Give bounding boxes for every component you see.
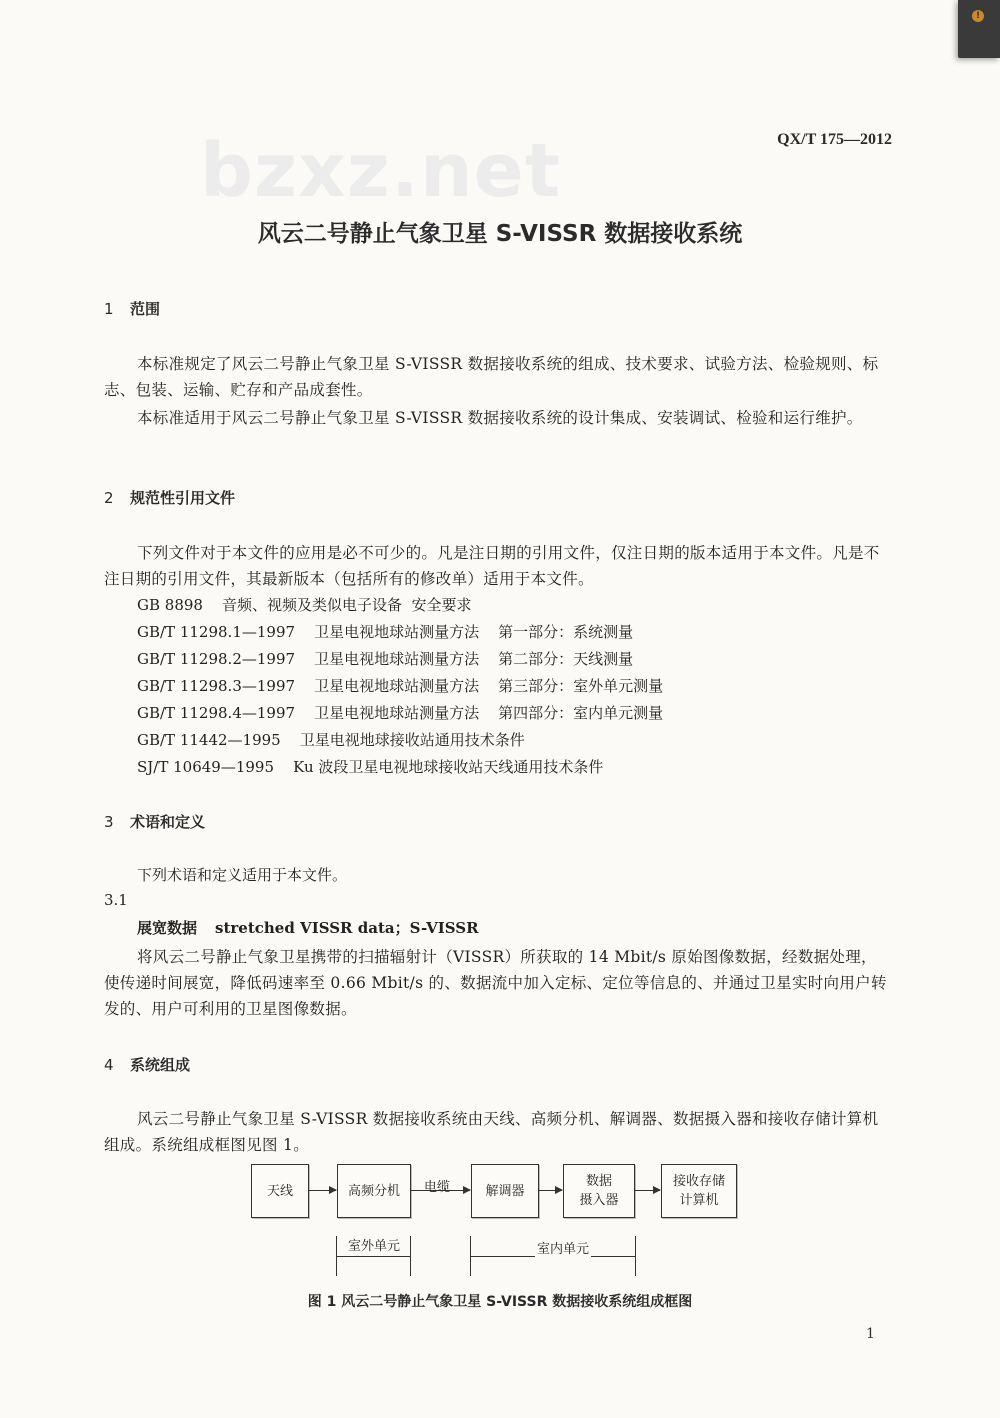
indoor-unit-label: 室内单元 (535, 1238, 591, 1257)
scope-paragraph-2: 本标准适用于风云二号静止气象卫星 S-VISSR 数据接收系统的设计集成、安装调试、检验和运行维护。 (137, 409, 863, 427)
figure-caption: 图 1 风云二号静止气象卫星 S-VISSR 数据接收系统组成框图 (307, 1294, 693, 1310)
terms-intro: 下列术语和定义适用于本文件。 (137, 866, 348, 884)
dimension-tick (410, 1236, 411, 1276)
arrow (308, 1190, 336, 1191)
term-number: 3.1 (104, 891, 128, 909)
document-title: 风云二号静止气象卫星 S-VISSR 数据接收系统 (257, 221, 743, 247)
section-heading-terms (104, 811, 205, 832)
hf-unit-box: 高频分机 (337, 1164, 411, 1218)
page-number: 1 (866, 1326, 875, 1342)
watermark: bzxz.net (200, 128, 562, 214)
section-number: 1 (104, 300, 114, 318)
overlay-widget[interactable] (958, 0, 1000, 58)
antenna-box: 天线 (251, 1164, 309, 1218)
document-code: QX/T 175—2012 (777, 131, 892, 148)
scope-paragraph-1: 本标准规定了风云二号静止气象卫星 S-VISSR 数据接收系统的组成、技术要求、试验方法、检验规则、标志、包装、运输、贮存和产品成套性。 (104, 355, 879, 399)
reference-item: GB/T 11442—1995 卫星电视地球接收站通用技术条件 (137, 731, 525, 749)
term-entry (137, 917, 479, 938)
storage-computer-box: 接收存储 计算机 (661, 1164, 737, 1218)
reference-item: GB/T 11298.4—1997 卫星电视地球站测量方法 第四部分：室内单元测量 (137, 704, 664, 722)
info-icon[interactable]: ! (972, 10, 984, 22)
reference-list (137, 592, 663, 781)
section-heading-system (104, 1054, 190, 1075)
outdoor-dimension-line (336, 1256, 410, 1257)
reference-item: GB/T 11298.3—1997 卫星电视地球站测量方法 第三部分：室外单元测量 (137, 677, 664, 695)
demodulator-box: 解调器 (471, 1164, 539, 1218)
term-chinese: 展宽数据 (137, 919, 198, 937)
section-title: 系统组成 (130, 1056, 191, 1074)
section-heading-scope (104, 298, 160, 319)
section-heading-references (104, 487, 235, 508)
section-number: 3 (104, 813, 114, 831)
reference-item: GB/T 11298.1—1997 卫星电视地球站测量方法 第一部分：系统测量 (137, 623, 634, 641)
references-intro: 下列文件对于本文件的应用是必不可少的。凡是注日期的引用文件，仅注日期的版本适用于本文件。凡是不注日期的引用文件，其最新版本（包括所有的修改单）适用于本文件。 (104, 544, 880, 588)
data-ingest-box: 数据 摄入器 (563, 1164, 635, 1218)
arrow (538, 1190, 562, 1191)
section-title: 规范性引用文件 (130, 489, 236, 507)
outdoor-unit-label: 室外单元 (346, 1235, 402, 1254)
reference-item: SJ/T 10649—1995 Ku 波段卫星电视地球接收站天线通用技术条件 (137, 758, 604, 776)
reference-item: GB/T 11298.2—1997 卫星电视地球站测量方法 第二部分：天线测量 (137, 650, 634, 668)
section-number: 4 (104, 1056, 114, 1074)
term-english: stretched VISSR data；S-VISSR (215, 919, 479, 937)
cable-label: 电缆 (424, 1180, 451, 1195)
arrow (634, 1190, 660, 1191)
term-definition: 将风云二号静止气象卫星携带的扫描辐射计（VISSR）所获取的 14 Mbit/s 原始图像数据，经数据处理，使传递时间展宽，降低码速率至 0.66 Mbit/s 的、数据流中加入定标、定位等信息的、并通过卫星实时向用户转发的、用户可利用的卫星图像数据。 (104, 948, 887, 1018)
section-title: 术语和定义 (130, 813, 206, 831)
reference-item: GB 8898 音频、视频及类似电子设备 安全要求 (137, 596, 472, 614)
dimension-tick (635, 1236, 636, 1276)
section-title: 范围 (130, 300, 161, 318)
section-number: 2 (104, 489, 114, 507)
system-paragraph: 风云二号静止气象卫星 S-VISSR 数据接收系统由天线、高频分机、解调器、数据摄入器和接收存储计算机组成。系统组成框图见图 1。 (104, 1110, 879, 1154)
